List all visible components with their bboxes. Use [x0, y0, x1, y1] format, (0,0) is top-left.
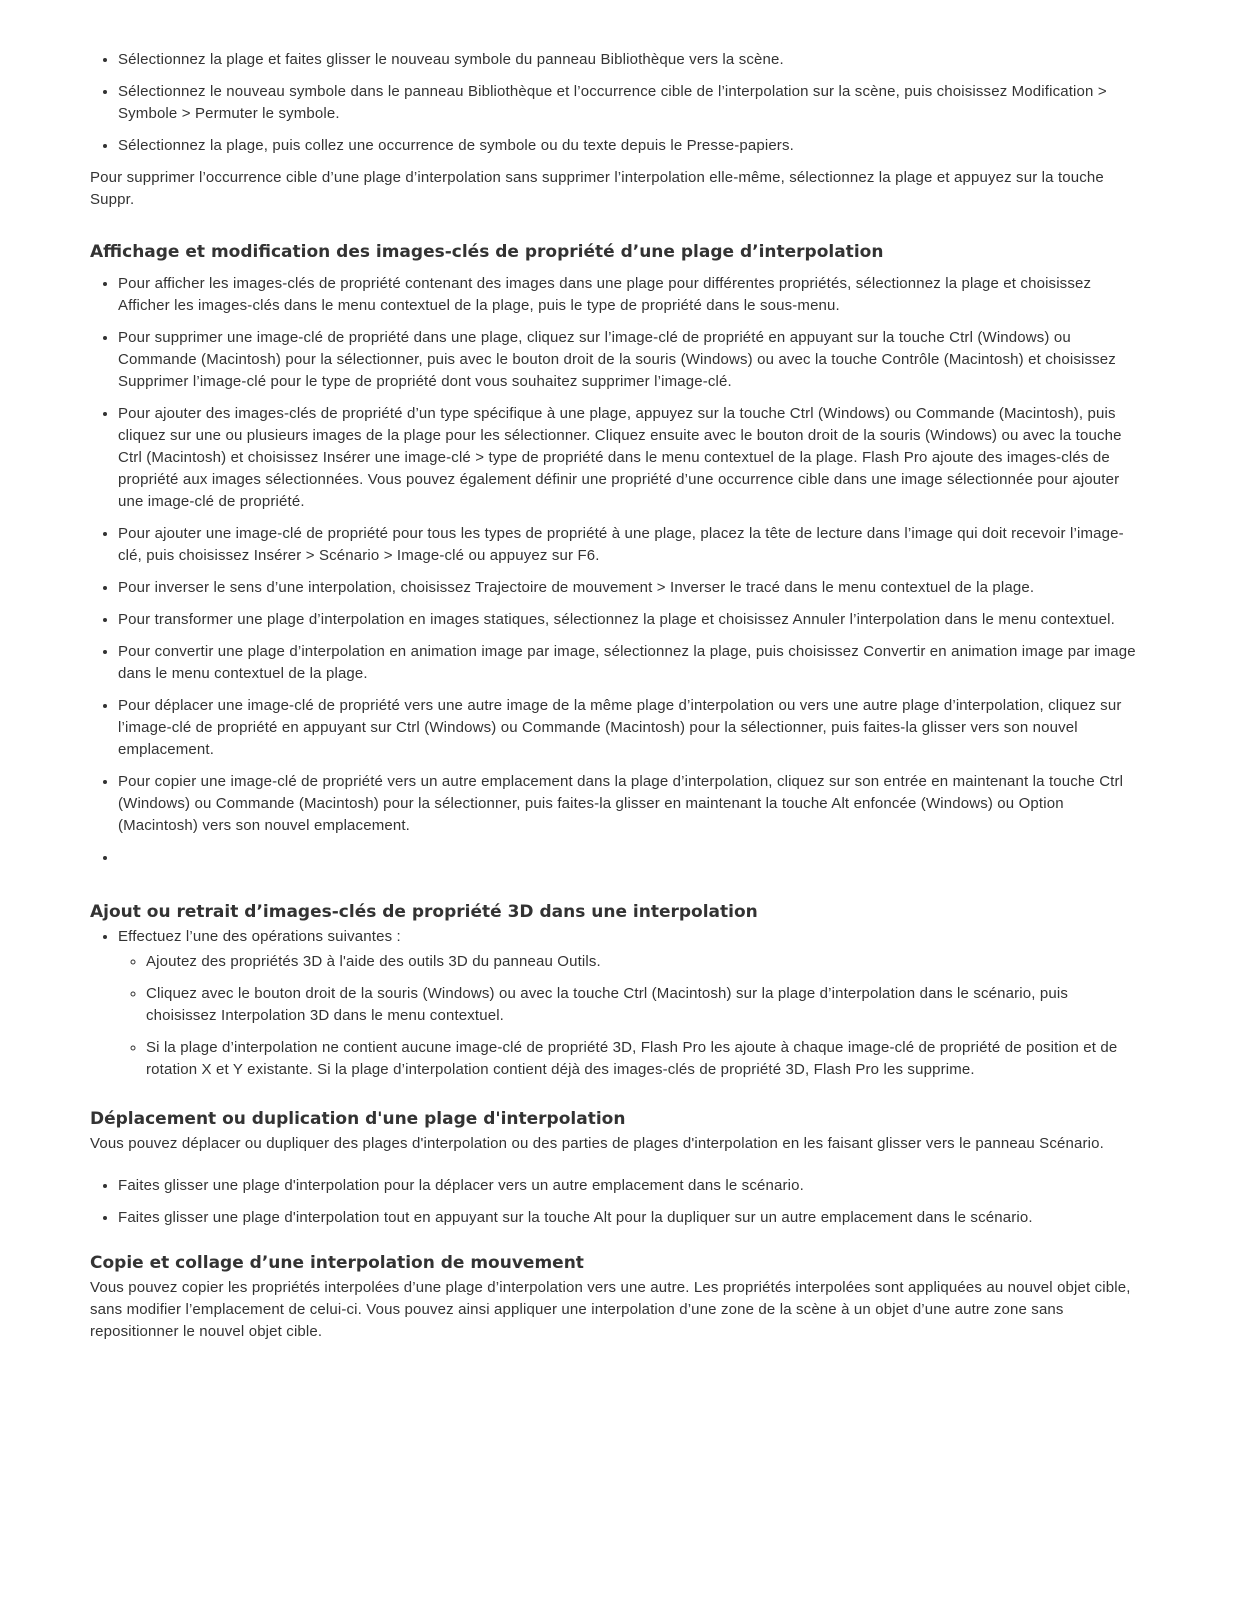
list-item-label: Effectuez l’une des opérations suivantes : — [118, 928, 401, 945]
intro-paragraph: Pour supprimer l’occurrence cible d’une plage d’interpolation sans supprimer l’interpolation elle-même, sélectionnez la plage et appuyez sur la touche Suppr. — [90, 169, 1104, 208]
list-item: • Pour ajouter une image-clé de propriété pour tous les types de propriété à une plage, placez la tête de lecture dans l’image qui doit recevoir l’image-clé, puis choisissez Insérer > Scénario > Image-clé ou appuyez sur F6. — [118, 523, 1139, 567]
section-heading-move-duplicate: Déplacement ou duplication d'une plage d'interpolation — [90, 1109, 626, 1129]
list-item: • Faites glisser une plage d'interpolation pour la déplacer vers un autre emplacement dans le scénario. — [118, 1175, 1139, 1197]
section-heading-copy-paste: Copie et collage d’une interpolation de mouvement — [90, 1253, 584, 1273]
section-paragraph-move-duplicate: Vous pouvez déplacer ou dupliquer des plages d'interpolation ou des parties de plages d'interpolation en les faisant glisser vers le panneau Scénario. — [90, 1135, 1104, 1152]
list-item: • Pour supprimer une image-clé de propriété dans une plage, cliquez sur l’image-clé de propriété en appuyant sur la touche Ctrl (Windows) ou Commande (Macintosh) pour la sélectionner, puis avec le bouton droit de la souris (Windows) ou avec la touche Contrôle (Macintosh) et choisissez Supprimer l’image-clé pour le type de propriété dont vous souhaitez supprimer l’image-clé. — [118, 327, 1139, 393]
keyframes-list — [90, 273, 1139, 869]
section-heading-keyframes: Affichage et modification des images-clés de propriété d’une plage d’interpolation — [90, 242, 884, 262]
3d-list — [90, 926, 1139, 1081]
list-item: • Pour copier une image-clé de propriété vers un autre emplacement dans la plage d’interpolation, cliquez sur son entrée en maintenant la touche Ctrl (Windows) ou Commande (Macintosh) pour la sélectionner, puis faites-la glisser en maintenant la touche Alt enfoncée (Windows) ou Option (Macintosh) vers son nouvel emplacement. — [118, 771, 1139, 837]
intro-list — [90, 49, 1139, 157]
list-item: • Pour déplacer une image-clé de propriété vers une autre image de la même plage d’interpolation ou vers une autre plage d’interpolation, cliquez sur l’image-clé de propriété en appuyant sur Ctrl (Windows) ou Commande (Macintosh) pour la sélectionner, puis faites-la glisser vers son nouvel emplacement. — [118, 695, 1139, 761]
list-item — [118, 926, 1139, 1081]
list-item: • Pour convertir une plage d’interpolation en animation image par image, sélectionnez la plage, puis choisissez Convertir en animation image par image dans le menu contextuel de la plage. — [118, 641, 1139, 685]
list-item: • Pour afficher les images-clés de propriété contenant des images dans une plage pour différentes propriétés, sélectionnez la plage et choisissez Afficher les images-clés dans le menu contextuel de la plage, puis le type de propriété dans le sous-menu. — [118, 273, 1139, 317]
list-item: • Sélectionnez le nouveau symbole dans le panneau Bibliothèque et l’occurrence cible de l’interpolation sur la scène, puis choisissez Modification > Symbole > Permuter le symbole. — [118, 81, 1139, 125]
list-item: • Faites glisser une plage d'interpolation tout en appuyant sur la touche Alt pour la dupliquer sur un autre emplacement dans le scénario. — [118, 1207, 1139, 1229]
sublist-item: ◦ Ajoutez des propriétés 3D à l'aide des outils 3D du panneau Outils. — [146, 951, 1139, 973]
sublist-item: ◦ Cliquez avec le bouton droit de la souris (Windows) ou avec la touche Ctrl (Macintosh) sur la plage d’interpolation dans le scénario, puis choisissez Interpolation 3D dans le menu contextuel. — [146, 983, 1139, 1027]
empty-list-item — [118, 847, 1139, 869]
list-item: • Pour transformer une plage d’interpolation en images statiques, sélectionnez la plage et choisissez Annuler l’interpolation dans le menu contextuel. — [118, 609, 1139, 631]
move-duplicate-list — [90, 1175, 1139, 1229]
section-heading-3d: Ajout ou retrait d’images-clés de propriété 3D dans une interpolation — [90, 902, 758, 922]
sublist-item: ◦ Si la plage d’interpolation ne contient aucune image-clé de propriété 3D, Flash Pro les ajoute à chaque image-clé de propriété de position et de rotation X et Y existante. Si la plage d’interpolation contient déjà des images-clés de propriété 3D, Flash Pro les supprime. — [146, 1037, 1139, 1081]
list-item: • Pour ajouter des images-clés de propriété d’un type spécifique à une plage, appuyez sur la touche Ctrl (Windows) ou Commande (Macintosh), puis cliquez sur une ou plusieurs images de la plage pour les sélectionner. Cliquez ensuite avec le bouton droit de la souris (Windows) ou avec la touche Ctrl (Macintosh) et choisissez Insérer une image-clé > type de propriété dans le menu contextuel de la plage. Flash Pro ajoute des images-clés de propriété aux images sélectionnées. Vous pouvez également définir une propriété d’une occurrence cible dans une image sélectionnée pour ajouter une image-clé de propriété. — [118, 403, 1139, 513]
list-item: • Sélectionnez la plage et faites glisser le nouveau symbole du panneau Bibliothèque vers la scène. — [118, 49, 1139, 71]
section-paragraph-copy-paste: Vous pouvez copier les propriétés interpolées d’une plage d’interpolation vers une autre. Les propriétés interpolées sont appliquées au nouvel objet cible, sans modifier l’emplacement de celui-ci. Vous pouvez ainsi appliquer une interpolation d’une zone de la scène à un objet d’une autre zone sans repositionner le nouvel objet cible. — [90, 1279, 1131, 1340]
3d-sublist — [118, 951, 1139, 1081]
list-item: • Sélectionnez la plage, puis collez une occurrence de symbole ou du texte depuis le Presse-papiers. — [118, 135, 1139, 157]
list-item: • Pour inverser le sens d’une interpolation, choisissez Trajectoire de mouvement > Inverser le tracé dans le menu contextuel de la plage. — [118, 577, 1139, 599]
